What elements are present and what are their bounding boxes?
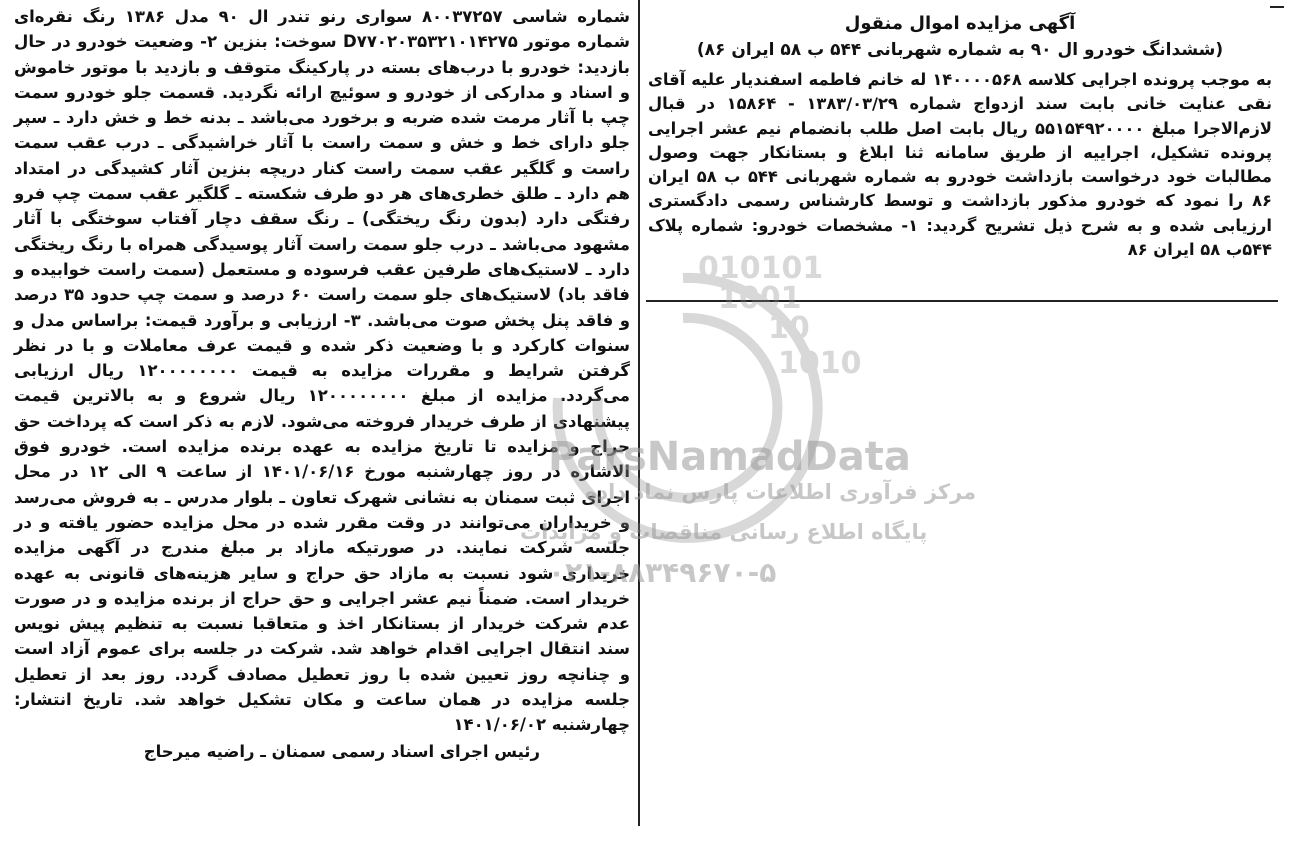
watermark-line-2: پایگاه اطلاع رسانی مناقصات و مزایدات [520,520,928,544]
watermark-line-1: مرکز فرآوری اطلاعات پارس نماد داده [585,480,977,504]
ad-signature: رئیس اجرای اسناد رسمی سمنان ـ راضیه میرحاج [143,741,540,761]
watermark-phone: ۰۲۱-۸۸۳۴۹۶۷۰-۵ [548,556,777,589]
corner-rule [1270,6,1284,8]
ad-title: آگهی مزایده اموال منقول [844,13,1076,34]
ad-left-column [14,4,630,830]
ad-intro-text: به موجب پرونده اجرایی کلاسه ۱۴۰۰۰۰۵۶۸ له خانم فاطمه اسفندیار علیه آقای نقی عنایت خانی بابت سند ازدواج شماره ۱۳۸۳/۰۳/۲۹ - ۱۵۸۶۴ در قبال لازم‌الاجرا مبلغ ۵۵۱۵۴۹۲۰۰۰۰ ریال بابت اصل طلب بانضمام نیم عشر اجرایی پرونده تشکیل، اجراییه از طریق سامانه ثنا ابلاغ و بستانکار جهت وصول مطالبات خود درخواست بازداشت خودرو به شماره شهربانی ۵۴۴ ب ۵۸ ایران ۸۶ را نمود که خودرو مذکور بازداشت و توسط کارشناس رسمی دادگستری ارزیابی شده و به شرح ذیل تشریح گردید: ۱- مشخصات خودرو: شماره پلاک ۵۴۴ب ۵۸ ایران ۸۶ [648,70,1272,260]
ad-subtitle: (ششدانگ خودرو ال ۹۰ به شماره شهربانی ۵۴۴ ب ۵۸ ایران ۸۶) [696,40,1224,60]
svg-text:1001: 1001 [718,281,802,316]
watermark-digits: 010101 [698,251,824,286]
watermark-brand: ParsNamadData [548,434,911,480]
ad-details-text: شماره شاسی ۸۰۰۳۷۲۵۷ سواری رنو تندر ال ۹۰ مدل ۱۳۸۶ رنگ نقره‌ای شماره موتور D۷۷۰۲۰۳۵۳۲۱۰۱۴۲۷۵ سوخت: بنزین ۲- وضعیت خودرو در حال بازدید: خودرو با درب‌های بسته در پارکینگ متوقف و بازدید با موتور خاموش و اسناد و مدارکی از خودرو و سوئیچ ارائه نگردید. قسمت جلو خودرو سمت چپ با آثار مرمت شده ضربه و برخورد می‌باشد ـ بدنه خط و خش دارد ـ سپر جلو دارای خط و خش و سمت راست با آثار خراشیدگی ـ درب عقب سمت راست و گلگیر عقب سمت راست کنار دریچه بنزین آثار کشیدگی در امتداد هم دارد ـ طلق خطری‌های هر دو طرف شکسته ـ گلگیر عقب سمت چپ فرو رفتگی دارد (بدون رنگ ریختگی) ـ رنگ سقف دچار آفتاب سوختگی با آثار مشهود می‌باشد ـ درب جلو سمت راست آثار پوسیدگی همراه با رنگ ریختگی دارد ـ لاستیک‌های طرفین عقب فرسوده و مستعمل (سمت راست خوابیده و فاقد باد) لاستیک‌های جلو سمت راست ۶۰ درصد و سمت چپ حدود ۳۵ درصد و فاقد پنل پخش صوت می‌باشد. ۳- ارزیابی و برآورد قیمت: براساس مدل و سنوات کارکرد و با وضعیت ذکر شده و قیمت عرف معاملات و با در نظر گرفتن شرایط و مقررات مزایده به قیمت ۱۲۰۰۰۰۰۰۰۰ ریال ارزیابی می‌گردد. مزایده از مبلغ ۱۲۰۰۰۰۰۰۰۰ ریال شروع و به بالاترین قیمت پیشنهادی از طرف خریدار فروخته می‌شود. لازم به ذکر است که پرداخت حق حراج و مزایده تا تاریخ مزایده به عهده برنده مزایده است. خودرو فوق الاشاره در روز چهارشنبه مورخ ۱۴۰۱/۰۶/۱۶ از ساعت ۹ الی ۱۲ در محل اجرای ثبت سمنان به نشانی شهرک تعاون ـ بلوار مدرس ـ به فروش می‌رسد و خریداران می‌توانند در وقت مقرر شده در محل مزایده حضور یافته و در جلسه شرکت نمایند. در صورتیکه مازاد بر مبلغ مندرج در آگهی مزایده خریداری شود نسبت به مازاد حق حراج و سایر هزینه‌های قانونی به عهده خریدار است. ضمناً نیم عشر اجرایی و حق حراج از برنده مزایده و در صورت عدم شرکت خریدار از بستانکار اخذ و متعاقبا نسبت به تنظیم پیش نویس سند انتقال اجرایی اقدام خواهد شد. شرکت در جلسه برای عموم آزاد است و چنانچه روز تعیین شده با روز تعطیل مصادف گردد. روز بعد از تعطیل جلسه مزایده در همان ساعت و مکان تشکیل خواهد شد. تاریخ انتشار: چهارشنبه ۱۴۰۱/۰۶/۰۲ [14,7,631,735]
column-divider [638,0,640,826]
svg-text:1010: 1010 [778,346,862,381]
ad-right-column [648,6,1272,298]
svg-text:10: 10 [768,311,810,346]
section-divider [646,300,1278,302]
